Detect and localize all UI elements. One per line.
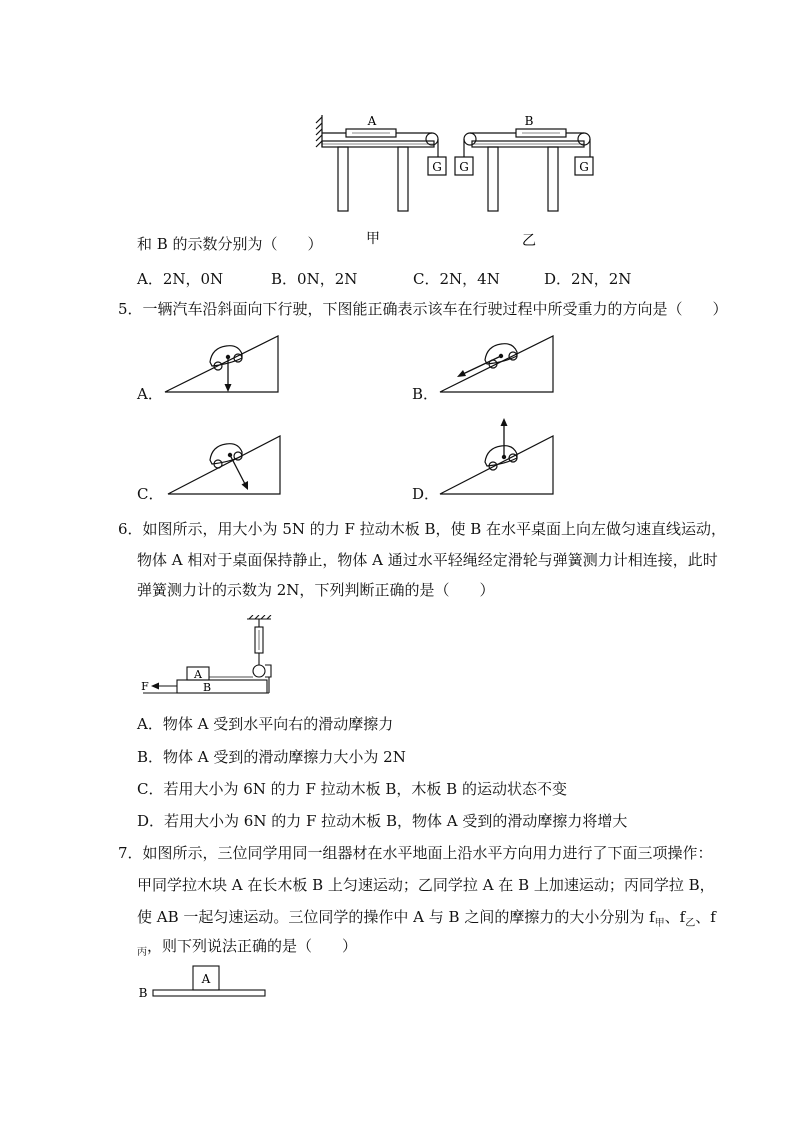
q5-label-d[interactable]: D． <box>412 485 440 503</box>
q7-sep-2: 、f <box>695 908 716 926</box>
q4-option-b[interactable]: B．0N，2N <box>271 270 358 288</box>
q4-stem-tail: 和 B 的示数分别为（ ） <box>137 235 323 253</box>
q4-weight-2: G <box>459 160 469 174</box>
q7-stem-line-3 <box>137 907 716 934</box>
q7-sub-yi: 乙 <box>685 918 696 929</box>
q6-label-f: F <box>141 680 149 693</box>
q6-stem-line-1: 6．如图所示，用大小为 5N 的力 F 拉动木板 B，使 B 在水平桌面上向左做匀速直线运动， <box>118 520 727 538</box>
q4-option-d[interactable]: D．2N，2N <box>544 270 632 288</box>
q7-label-a: A <box>201 972 211 986</box>
q4-option-a[interactable]: A．2N，0N <box>137 270 224 288</box>
q5-label-b[interactable]: B． <box>412 385 439 403</box>
q6-label-a: A <box>194 668 202 681</box>
q7-sub-bing: 丙 <box>137 947 147 958</box>
q6-option-d[interactable]: D．若用大小为 6N 的力 F 拉动木板 B，物体 A 受到的滑动摩擦力将增大 <box>137 812 628 830</box>
q5-figure-c <box>160 428 290 498</box>
q5-figure-a <box>160 330 290 400</box>
q5-stem: 5．一辆汽车沿斜面向下行驶，下图能正确表示该车在行驶过程中所受重力的方向是（ ） <box>118 300 728 318</box>
q4-caption-left: 甲 <box>366 231 380 247</box>
q7-stem-line-2: 甲同学拉木块 A 在长木板 B 上匀速运动；乙同学拉 A 在 B 上加速运动；丙同学拉 B， <box>137 876 715 894</box>
q6-stem-line-2: 物体 A 相对于桌面保持静止，物体 A 通过水平轻绳经定滑轮与弹簧测力计相连接，此时 <box>137 551 718 569</box>
q7-sep-1: 、f <box>664 908 686 926</box>
q7-stem-line-4-tail: ，则下列说法正确的是（ ） <box>147 937 358 955</box>
q5-figure-b <box>435 330 565 400</box>
q5-label-a[interactable]: A． <box>137 385 163 403</box>
q7-stem-line-4 <box>137 936 357 963</box>
q4-option-c[interactable]: C．2N，4N <box>413 270 500 288</box>
q5-figure-d <box>435 412 565 498</box>
q7-figure <box>137 962 272 1002</box>
q7-sub-jia: 甲 <box>654 918 665 929</box>
q4-weight-3: G <box>579 160 589 174</box>
q4-options <box>137 269 657 289</box>
q4-figure <box>300 105 610 255</box>
q7-label-b: B <box>138 986 148 1000</box>
q5-label-c[interactable]: C． <box>137 485 164 503</box>
q6-option-b[interactable]: B．物体 A 受到的滑动摩擦力大小为 2N <box>137 748 406 766</box>
q4-label-b: B <box>524 114 534 128</box>
q7-stem-line-1: 7．如图所示，三位同学用同一组器材在水平地面上沿水平方向用力进行了下面三项操作： <box>118 844 713 862</box>
q6-option-a[interactable]: A．物体 A 受到水平向右的滑动摩擦力 <box>137 715 394 733</box>
q4-caption-right: 乙 <box>522 233 536 249</box>
q6-stem-line-3: 弹簧测力计的示数为 2N，下列判断正确的是（ ） <box>137 581 495 599</box>
q4-weight-1: G <box>432 160 442 174</box>
q7-stem-line-3-main: 使 AB 一起匀速运动。三位同学的操作中 A 与 B 之间的摩擦力的大小分别为 f <box>137 908 655 926</box>
q6-figure <box>137 615 282 700</box>
q4-label-a: A <box>367 114 377 128</box>
q6-label-b: B <box>202 681 212 694</box>
q6-option-c[interactable]: C．若用大小为 6N 的力 F 拉动木板 B，木板 B 的运动状态不变 <box>137 780 567 798</box>
